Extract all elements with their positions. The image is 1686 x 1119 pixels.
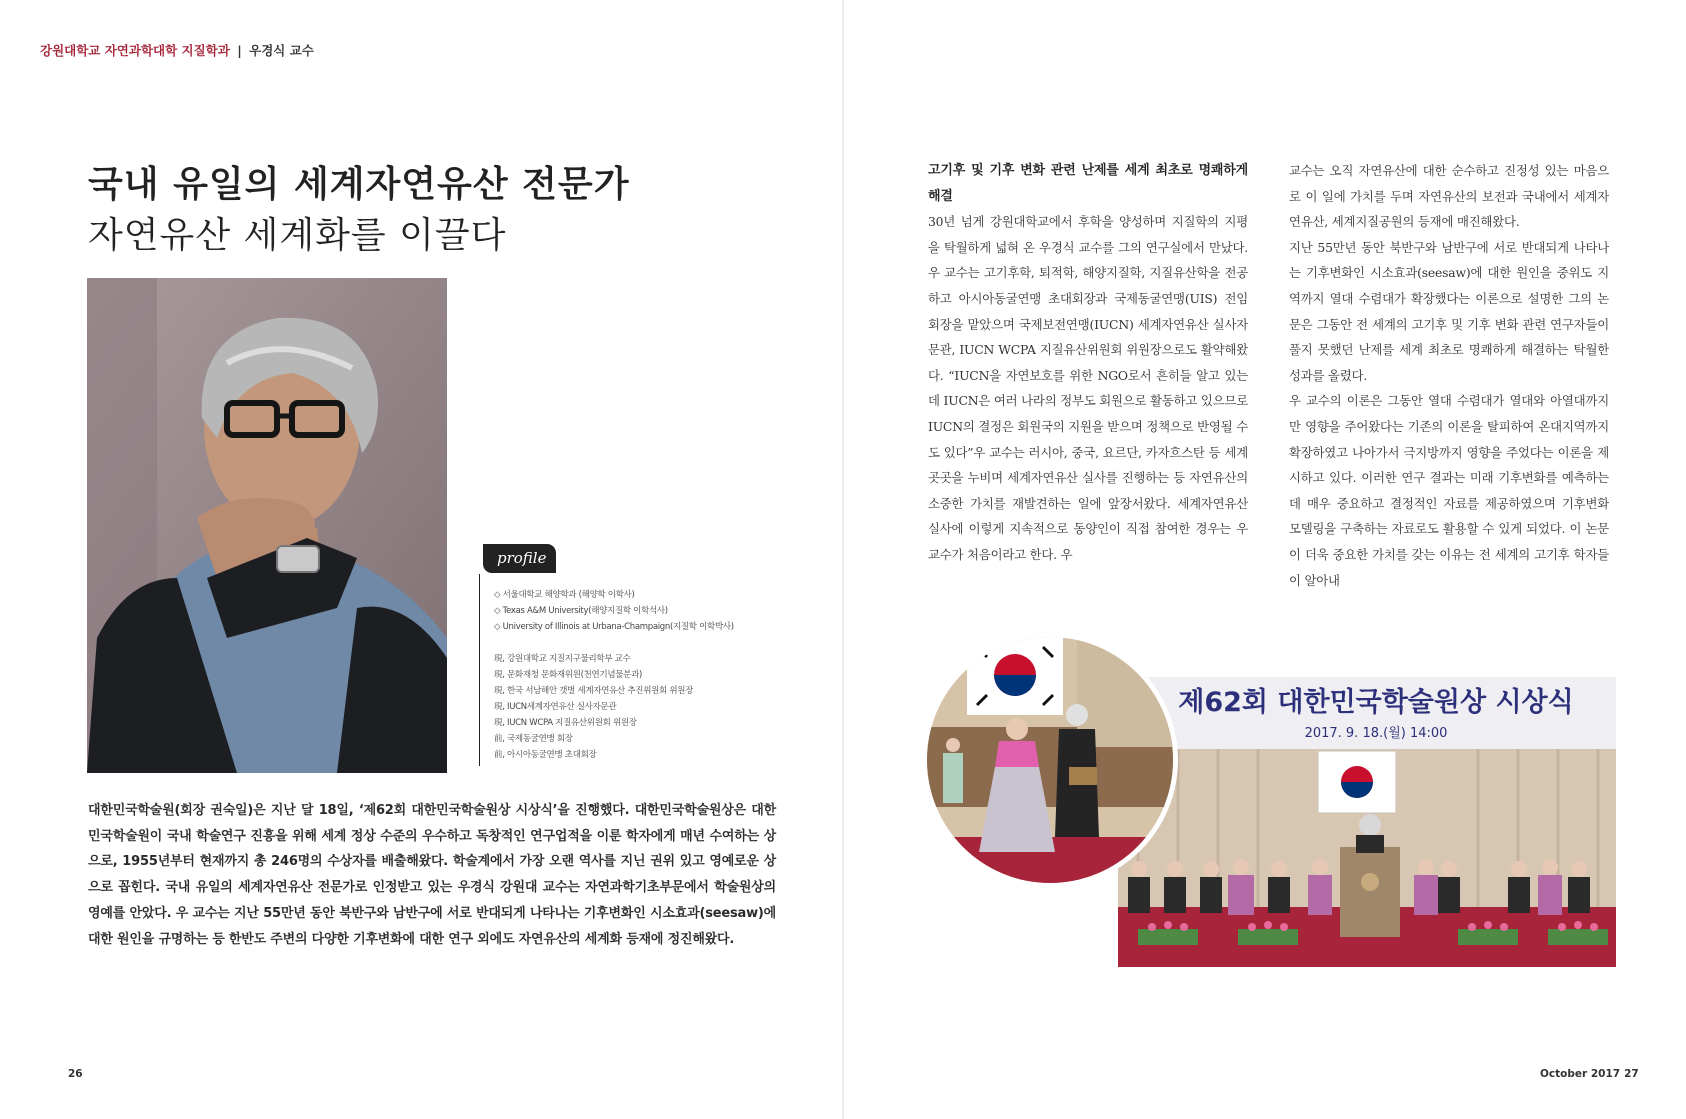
running-header [40,41,314,59]
banner-date: 2017. 9. 18.(월) 14:00 [1304,726,1448,741]
profile-education-item: ◇ 서울대학교 해양학과 (해양학 이학사) [494,590,635,600]
article-paragraph: 지난 55만년 동안 북반구와 남반구에 서로 반대되게 나타나는 기후변화인 시소효과(seesaw)에 대한 원인을 중위도 지역까지 열대 수렴대가 확장했다는 이론으로 설명한 그의 논문은 그동안 전 세계의 고기후 및 기후 변화 관련 연구자들이 풀지 못했던 난제를 세계 최초로 명쾌하게 해결하는 탁월한 성과를 올렸다. [1289,239,1609,383]
article-paragraph: 우 교수의 이론은 그동안 열대 수렴대가 열대와 아열대까지만 영향을 주어왔다는 기존의 이론을 탈피하여 온대지역까지 확장하였고 나아가서 극지방까지 영향을 주었다는 이론을 제시하고 있다. 이러한 연구 결과는 미래 기후변화를 예측하는데 매우 중요하고 결정적인 자료를 제공하였으며 기후변화 모델링을 구축하는 자료로도 활용할 수 있게 되었다. 이 논문이 더욱 중요한 가치를 갖는 이유는 전 세계의 고기후 학자들이 알아내 [1289,393,1609,588]
page-spine [842,0,844,1119]
article-subhead: 고기후 및 기후 변화 관련 난제를 세계 최초로 명쾌하게 해결 [928,163,1248,204]
profile-career-item: 現, 한국 서남해안 갯벌 세계자연유산 추진위원회 위원장 [494,686,694,696]
banner-title: 제62회 대한민국학술원상 시상식 [1178,687,1574,718]
portrait-photo [87,278,447,773]
headline-line-2: 자연유산 세계화를 이끌다 [88,215,507,256]
profile-tab [483,544,556,573]
profile-career-item: 前, 아시아동굴연맹 초대회장 [494,750,597,760]
issue-date: October 2017 [1540,1068,1621,1080]
profile-education-item: ◇ University of Illinois at Urbana-Champaign(지질학 이학박사) [494,622,734,632]
page-number-right: 27 [1624,1068,1639,1080]
footer-right [1540,1068,1639,1080]
article-paragraph: 교수는 오직 자연유산에 대한 순수하고 진정성 있는 마음으로 이 일에 가치를 두며 자연유산의 보전과 국내에서 세계자연유산, 세계지질공원의 등재에 매진해왔다. [1289,163,1609,230]
header-person: 우경식 교수 [249,43,314,58]
award-photo-circle [927,637,1173,883]
page-number-left: 26 [68,1068,83,1080]
profile-education-list [494,587,734,635]
headline [88,158,629,262]
profile-career-list [494,651,693,763]
profile-career-item: 現, 강원대학교 지질지구물리학부 교수 [494,654,631,664]
profile-education-item: ◇ Texas A&M University(해양지질학 이학석사) [494,606,668,616]
article-paragraph: 30년 넘게 강원대학교에서 후학을 양성하며 지질학의 지평을 탁월하게 넓혀 온 우경식 교수를 그의 연구실에서 만났다. 우 교수는 고기후학, 퇴적학, 해양지질학, 지질유산학을 전공하고 아시아동굴연맹 초대회장과 국제동굴연맹(UIS) 전임 회장을 맡았으며 국제보전연맹(IUCN) 세계자연유산 실사자문관, IUCN WCPA 지질유산위원회 위원장으로도 활약해왔다. “IUCN을 자연보호를 위한 NGO로서 흔히들 알고 있는데 IUCN은 여러 나라의 정부도 회원으로 활동하고 있으므로 IUCN의 결정은 회원국의 지원을 받으며 정책으로 반영될 수도 있다”우 교수는 러시아, 중국, 요르단, 카자흐스탄 등 세계 곳곳을 누비며 세계자연유산 실사를 진행하는 등 자연유산의 소중한 가치를 재발견하는 일에 앞장서왔다. 세계자연유산 실사에 이렇게 지속적으로 동양인이 직접 참여한 경우는 우 교수가 처음이라고 한다. 우 [928,214,1248,562]
article-column-1 [928,158,1248,568]
lead-paragraph: 대한민국학술원(회장 권숙일)은 지난 달 18일, ‘제62회 대한민국학술원상 시상식’을 진행했다. 대한민국학술원상은 대한민국학술원이 국내 학술연구 진흥을 위해 세계 정상 수준의 우수하고 독창적인 연구업적을 이룬 학자에게 매년 수여하는 상으로, 1955년부터 현재까지 총 246명의 수상자를 배출해왔다. 학술계에서 가장 오랜 역사를 지닌 권위 있고 영예로운 상으로 꼽힌다. 국내 유일의 세계자연유산 전문가로 인정받고 있는 우경식 강원대 교수는 자연과학기초부문에서 학술원상의 영예를 안았다. 우 교수는 지난 55만년 동안 북반구와 남반구에 서로 반대되게 나타나는 기후변화인 시소효과(seesaw)에 대한 원인을 규명하는 등 한반도 주변의 다양한 기후변화에 대한 연구 외에도 자연유산의 세계화 등재에 정진해왔다. [88,803,776,947]
header-separator: | [237,43,242,58]
ceremony-photo [1118,677,1616,967]
profile-career-item: 現, IUCN세계자연유산 실사자문관 [494,702,617,712]
headline-line-1: 국내 유일의 세계자연유산 전문가 [88,163,630,205]
article-column-2 [1289,158,1609,593]
header-department: 강원대학교 자연과학대학 지질학과 [40,43,230,58]
profile-career-item: 前, 국제동굴연맹 회장 [494,734,573,744]
profile-rule [479,574,480,766]
profile-career-item: 現, 문화재청 문화재위원(천연기념물분과) [494,670,643,680]
profile-label: profile [497,549,547,567]
profile-career-item: 現, IUCN WCPA 지질유산위원회 위원장 [494,718,637,728]
